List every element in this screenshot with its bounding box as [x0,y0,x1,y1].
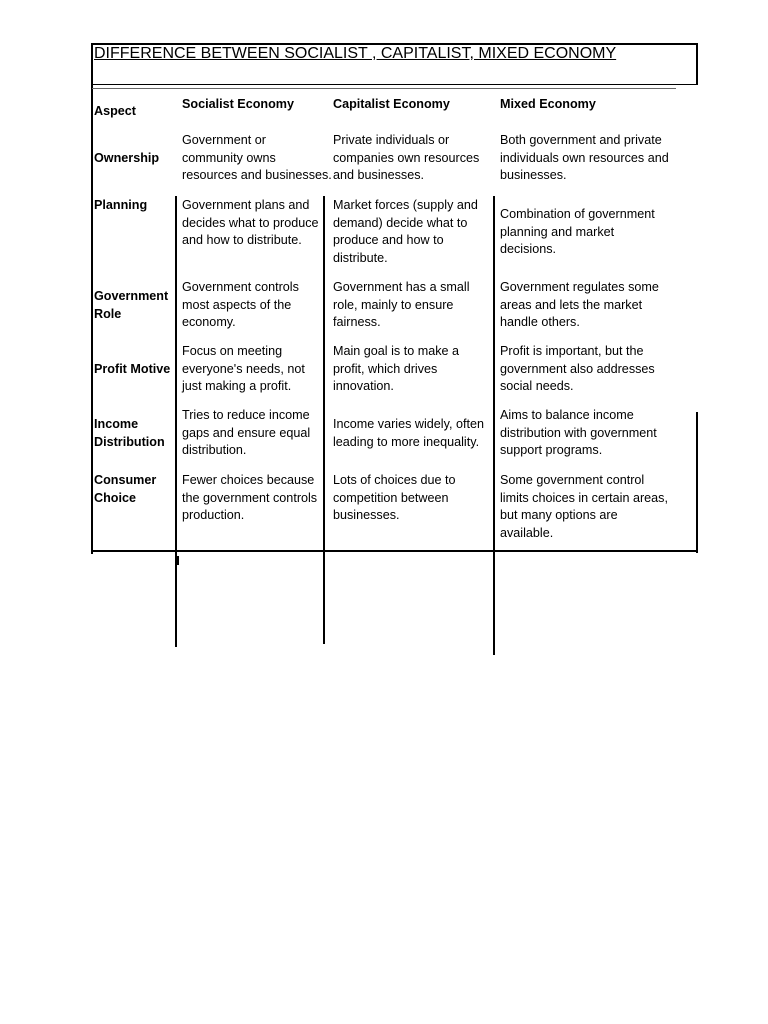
frame-bottom-border [92,550,698,552]
frame-title-divider [92,84,698,85]
header-capitalist: Capitalist Economy [333,97,450,111]
cell-capitalist-ownership: Private individuals or companies own resources and businesses. [333,133,480,182]
row-aspect-income-distribution: Income Distribution [94,417,165,449]
cell-socialist-profit-motive: Focus on meeting everyone's needs, not just making a profit. [182,344,305,393]
cell-capitalist-consumer-choice: Lots of choices due to competition between businesses. [333,473,456,522]
page-title: DIFFERENCE BETWEEN SOCIALIST , CAPITALIST, MIXED ECONOMY [94,45,617,62]
cell-capitalist-income-distribution: Income varies widely, often leading to more inequality. [333,417,484,449]
stray-tick [176,556,179,565]
cell-socialist-income-distribution: Tries to reduce income gaps and ensure equal distribution. [182,408,311,457]
cell-capitalist-profit-motive: Main goal is to make a profit, which drives innovation. [333,344,459,393]
cell-mixed-planning: Combination of government planning and market decisions. [500,207,655,256]
column-divider-3 [493,196,495,655]
header-socialist: Socialist Economy [182,97,294,111]
header-aspect: Aspect [94,104,136,118]
cell-socialist-ownership: Government or community owns resources and businesses. [182,133,332,182]
row-aspect-ownership: Ownership [94,151,160,165]
column-divider-1 [175,196,177,647]
row-aspect-consumer-choice: Consumer Choice [94,473,157,505]
header-mixed: Mixed Economy [500,97,596,111]
cell-mixed-income-distribution: Aims to balance income distribution with government support programs. [500,408,657,457]
frame-title-underline [92,88,676,89]
row-aspect-planning: Planning [94,198,148,212]
cell-socialist-consumer-choice: Fewer choices because the government controls production. [182,473,318,522]
cell-mixed-profit-motive: Profit is important, but the government also addresses social needs. [500,344,655,393]
cell-socialist-government-role: Government controls most aspects of the economy. [182,280,299,329]
frame-left-border [91,43,93,554]
frame-right-border-lower [696,412,698,553]
row-aspect-profit-motive: Profit Motive [94,362,171,376]
cell-socialist-planning: Government plans and decides what to produce and how to distribute. [182,198,319,247]
cell-capitalist-planning: Market forces (supply and demand) decide what to produce and how to distribute. [333,198,478,265]
cell-mixed-government-role: Government regulates some areas and lets the market handle others. [500,280,659,329]
column-divider-2 [323,196,325,644]
cell-mixed-ownership: Both government and private individuals own resources and businesses. [500,133,669,182]
row-aspect-government-role: Government Role [94,289,169,321]
cell-capitalist-government-role: Government has a small role, mainly to ensure fairness. [333,280,470,329]
cell-mixed-consumer-choice: Some government control limits choices in certain areas, but many options are available. [500,473,668,540]
frame-right-border-upper [696,43,698,85]
